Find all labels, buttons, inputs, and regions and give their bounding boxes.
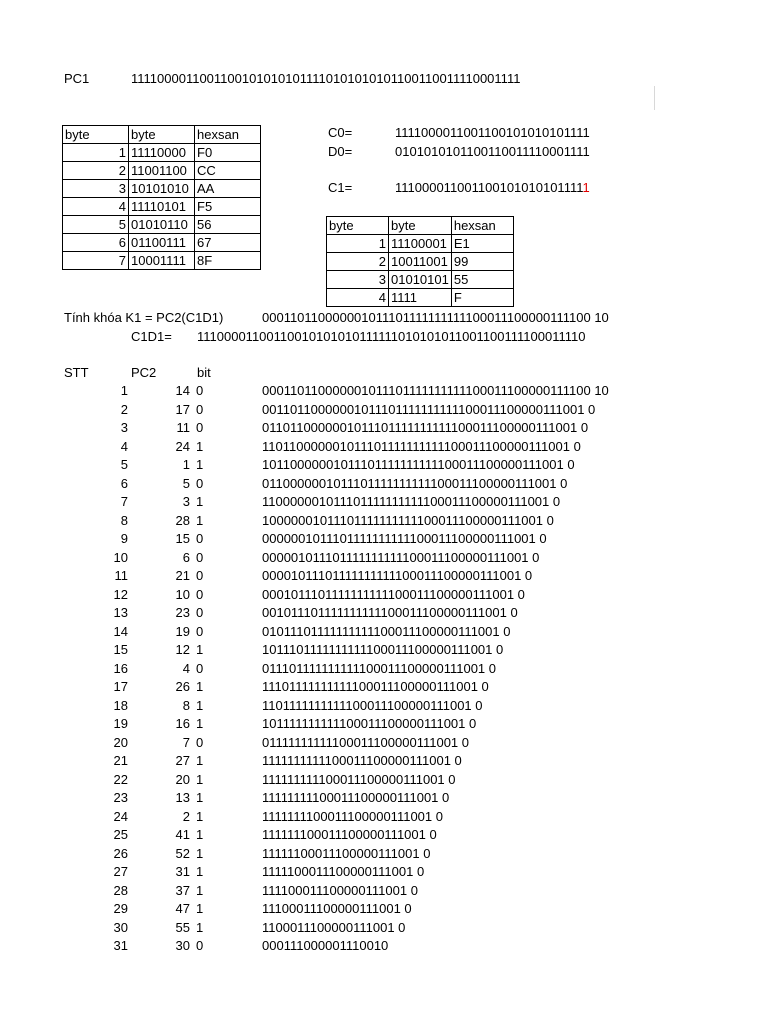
row-bit: 0 (196, 401, 204, 417)
row-stt: 12 (113, 586, 128, 602)
row-stt: 8 (120, 512, 128, 528)
table-row (63, 216, 261, 234)
row-bitstring: 10000001011101111111111100011100000111001 0 (262, 512, 554, 528)
row-bit: 1 (196, 919, 204, 935)
header-cell: hexsan (451, 217, 513, 235)
row-pc2: 13 (175, 790, 190, 805)
row-bit: 1 (196, 457, 204, 472)
row-pc2: 6 (182, 549, 190, 565)
row-pc2: 14 (175, 383, 190, 398)
cell-hex: F0 (195, 144, 261, 162)
c0-value: 1111000011001100101010101111 (395, 125, 590, 140)
table-row (327, 271, 514, 289)
row-bit: 0 (196, 623, 204, 639)
c1-value-tail: 1 (582, 180, 590, 195)
row-bit: 1 (196, 845, 204, 861)
c1-value: 111000011001100101010101111 (395, 180, 583, 195)
cell-hex: 56 (195, 216, 261, 234)
row-bitstring: 11101111111111100011100000111001 0 (262, 679, 489, 694)
row-bit: 1 (196, 697, 204, 713)
row-stt: 13 (113, 605, 128, 620)
byte-table-2 (326, 216, 514, 307)
row-pc2: 47 (175, 901, 190, 916)
row-bitstring: 1111100011100000111001 0 (262, 864, 425, 879)
row-bitstring: 111111100011100000111001 0 (262, 827, 437, 842)
header-cell: byte (63, 126, 129, 144)
row-pc2: 1 (182, 457, 190, 472)
row-bit: 1 (196, 864, 204, 879)
row-bitstring: 1100011100000111001 0 (262, 919, 406, 935)
row-pc2: 23 (175, 605, 190, 620)
row-pc2: 26 (175, 679, 190, 694)
row-bit: 0 (196, 586, 204, 602)
row-bit: 0 (196, 605, 204, 620)
cell-binary: 11110101 (129, 198, 195, 216)
row-pc2: 12 (175, 642, 190, 657)
cell-hex: 67 (195, 234, 261, 252)
row-bitstring: 0000001011101111111111100011100000111001 0 (262, 531, 547, 546)
row-stt: 16 (113, 660, 128, 676)
table-row (63, 180, 261, 198)
row-stt: 24 (113, 808, 128, 824)
row-stt: 25 (113, 827, 128, 842)
cell-hex: AA (195, 180, 261, 198)
d0-value: 0101010101100110011110001111 (395, 144, 590, 159)
row-pc2: 8 (182, 697, 190, 713)
row-pc2: 20 (175, 771, 190, 787)
row-bitstring: 0001011101111111111100011100000111001 0 (262, 586, 525, 602)
row-stt: 15 (113, 642, 128, 657)
row-bit: 0 (196, 383, 204, 398)
row-bit: 1 (196, 512, 204, 528)
row-bitstring: 111100011100000111001 0 (262, 882, 418, 898)
row-pc2: 15 (175, 531, 190, 546)
row-bitstring: 110000001011101111111111100011100000111001 0 (262, 494, 561, 509)
row-bit: 1 (196, 771, 204, 787)
row-stt: 10 (113, 549, 128, 565)
row-bitstring: 1101111111111100011100000111001 0 (262, 697, 483, 713)
row-bit: 0 (196, 734, 204, 750)
row-bitstring: 1011101111111111100011100000111001 0 (262, 642, 504, 657)
cell-binary: 1111 (389, 289, 452, 307)
row-bit: 1 (196, 901, 204, 916)
table-header-row (327, 217, 514, 235)
cell-hex: F (451, 289, 513, 307)
row-bitstring: 11111100011100000111001 0 (262, 845, 431, 861)
row-stt: 20 (113, 734, 128, 750)
c1-value-wrap (395, 179, 590, 197)
row-stt: 22 (113, 771, 128, 787)
row-bit: 0 (196, 531, 204, 546)
cell-index: 5 (63, 216, 129, 234)
cell-hex: F5 (195, 198, 261, 216)
cell-binary: 10011001 (389, 253, 452, 271)
table-header-row (63, 126, 261, 144)
row-bitstring: 000001011101111111111100011100000111001 0 (262, 549, 540, 565)
cell-index: 4 (63, 198, 129, 216)
row-bitstring: 1111111111100011100000111001 0 (262, 753, 462, 768)
c1d1-label: C1D1= (131, 329, 172, 344)
row-bitstring: 01111111111100011100000111001 0 (262, 734, 470, 750)
row-bit: 1 (196, 716, 204, 731)
row-stt: 29 (113, 901, 128, 916)
c0-label: C0= (328, 125, 353, 140)
row-pc2: 16 (175, 716, 190, 731)
row-bit: 1 (196, 808, 204, 824)
row-pc2: 11 (176, 420, 190, 435)
row-stt: 6 (120, 475, 128, 491)
row-bitstring: 01011101111111111100011100000111001 0 (262, 623, 511, 639)
row-stt: 3 (120, 420, 128, 435)
table-row (63, 144, 261, 162)
row-stt: 18 (113, 697, 128, 713)
header-cell: byte (129, 126, 195, 144)
row-bitstring: 0110000001011101111111111100011100000111001 0 (262, 475, 568, 491)
row-pc2: 41 (175, 827, 190, 842)
row-bitstring: 00110110000001011101111111111100011100000111001 0 (262, 401, 596, 417)
row-pc2: 10 (175, 586, 190, 602)
row-stt: 27 (113, 864, 128, 879)
cell-index: 2 (327, 253, 389, 271)
row-pc2: 28 (175, 512, 190, 528)
row-stt: 9 (120, 531, 128, 546)
cell-binary: 11100001 (389, 235, 452, 253)
row-pc2: 2 (182, 808, 190, 824)
row-stt: 14 (113, 623, 128, 639)
row-pc2: 3 (182, 494, 190, 509)
cell-binary: 10101010 (129, 180, 195, 198)
row-bit: 1 (196, 827, 204, 842)
table-row (327, 289, 514, 307)
d0-label: D0= (328, 144, 353, 159)
cell-hex: 55 (451, 271, 513, 289)
row-bitstring: 101111111111100011100000111001 0 (262, 716, 477, 731)
table-row (327, 235, 514, 253)
cell-index: 1 (327, 235, 389, 253)
row-bit: 0 (196, 568, 204, 583)
table-row (63, 162, 261, 180)
row-bit: 1 (196, 494, 204, 509)
table-row (327, 253, 514, 271)
row-bit: 0 (196, 475, 204, 491)
table-row (63, 198, 261, 216)
selection-marker (654, 86, 655, 110)
row-bitstring: 111111111100011100000111001 0 (262, 771, 456, 787)
row-bit: 1 (196, 679, 204, 694)
cell-binary: 11110000 (129, 144, 195, 162)
cell-index: 2 (63, 162, 129, 180)
byte-table-1 (62, 125, 261, 270)
row-stt: 17 (113, 679, 128, 694)
cell-hex: 8F (195, 252, 261, 270)
cell-binary: 10001111 (129, 252, 195, 270)
row-stt: 2 (120, 401, 128, 417)
header-cell: byte (327, 217, 389, 235)
table-row (63, 252, 261, 270)
header-pc2: PC2 (131, 365, 157, 380)
cell-index: 7 (63, 252, 129, 270)
header-cell: hexsan (195, 126, 261, 144)
table-row (63, 234, 261, 252)
row-pc2: 5 (182, 475, 190, 491)
row-pc2: 19 (175, 623, 190, 639)
row-stt: 26 (113, 845, 128, 861)
cell-binary: 01010101 (389, 271, 452, 289)
row-stt: 19 (113, 716, 128, 731)
row-stt: 21 (113, 753, 128, 768)
row-bitstring: 11111111100011100000111001 0 (262, 790, 450, 805)
row-pc2: 37 (175, 882, 190, 898)
row-bitstring: 001011101111111111100011100000111001 0 (262, 605, 518, 620)
row-bitstring: 11100011100000111001 0 (262, 901, 412, 916)
cell-index: 4 (327, 289, 389, 307)
row-pc2: 4 (182, 660, 190, 676)
row-stt: 5 (120, 457, 128, 472)
row-bit: 0 (196, 549, 204, 565)
row-bitstring: 00001011101111111111100011100000111001 0 (262, 568, 533, 583)
row-stt: 31 (113, 938, 128, 953)
row-bit: 0 (196, 660, 204, 676)
row-pc2: 7 (182, 734, 190, 750)
row-pc2: 24 (175, 438, 190, 454)
cell-hex: E1 (451, 235, 513, 253)
row-pc2: 21 (175, 568, 190, 583)
row-bitstring: 0110110000001011101111111111100011100000111001 0 (262, 420, 589, 435)
row-pc2: 55 (175, 919, 190, 935)
row-pc2: 31 (175, 864, 190, 879)
c1d1-value: 11100001100110010101010111111010101011001100111100011110 (197, 329, 586, 344)
row-bit: 1 (196, 790, 204, 805)
row-bitstring: 10110000001011101111111111100011100000111001 0 (262, 457, 575, 472)
row-stt: 4 (120, 438, 128, 454)
row-bitstring: 011101111111111100011100000111001 0 (262, 660, 496, 676)
cell-binary: 11001100 (129, 162, 195, 180)
row-pc2: 30 (175, 938, 190, 953)
header-bit: bit (197, 365, 211, 380)
row-bitstring: 1111111100011100000111001 0 (262, 808, 443, 824)
cell-index: 6 (63, 234, 129, 252)
cell-hex: CC (195, 162, 261, 180)
k1-label: Tính khóa K1 = PC2(C1D1) (64, 310, 224, 325)
row-bitstring: 110110000001011101111111111100011100000111001 0 (262, 438, 581, 454)
row-stt: 11 (114, 568, 128, 583)
row-stt: 28 (113, 882, 128, 898)
pc1-value: 11110000110011001010101011110101010101100110011110001111 (131, 71, 521, 86)
cell-binary: 01100111 (129, 234, 195, 252)
row-stt: 7 (120, 494, 128, 509)
row-bit: 1 (196, 642, 204, 657)
row-pc2: 52 (175, 845, 190, 861)
row-stt: 30 (113, 919, 128, 935)
row-bit: 1 (196, 753, 204, 768)
row-bit: 1 (196, 438, 204, 454)
cell-binary: 01010110 (129, 216, 195, 234)
header-stt: STT (64, 365, 89, 380)
cell-hex: 99 (451, 253, 513, 271)
row-stt: 23 (113, 790, 128, 805)
pc1-label: PC1 (64, 71, 90, 86)
k1-value: 000110110000001011101111111111100011100000111100 10 (262, 310, 609, 325)
row-bitstring: 000111000001110010 (262, 938, 389, 953)
c1-label: C1= (328, 180, 353, 195)
row-stt: 1 (120, 383, 128, 398)
row-bit: 0 (196, 420, 204, 435)
row-pc2: 27 (175, 753, 190, 768)
cell-index: 3 (327, 271, 389, 289)
row-bit: 1 (196, 882, 204, 898)
row-bitstring: 000110110000001011101111111111100011100000111100 10 (262, 383, 609, 398)
header-cell: byte (389, 217, 452, 235)
cell-index: 3 (63, 180, 129, 198)
row-pc2: 17 (175, 401, 190, 417)
cell-index: 1 (63, 144, 129, 162)
row-bit: 0 (196, 938, 204, 953)
